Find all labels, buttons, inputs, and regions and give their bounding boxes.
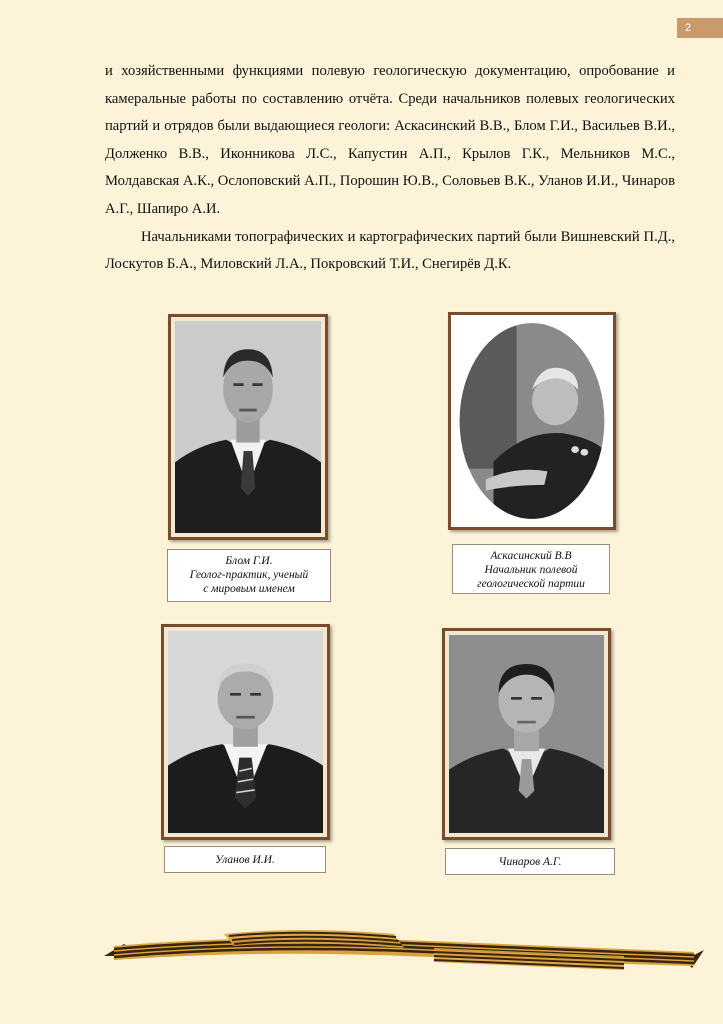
- caption-askasinsky-line2: Начальник полевой: [484, 564, 578, 576]
- caption-ulanov-name: Уланов И.И.: [215, 854, 275, 866]
- caption-chinarov-name: Чинаров А.Г.: [498, 856, 562, 868]
- portrait-ulanov-frame: [161, 624, 330, 840]
- portrait-chinarov-frame: [442, 628, 611, 840]
- portrait-blom-frame: [168, 314, 328, 540]
- caption-askasinsky: [452, 544, 610, 594]
- portrait-ulanov-photo: [168, 631, 323, 833]
- paragraph-geologists: и хозяйственными функциями полевую геологическую документацию, опробование и камеральные работы по составлению отчёта. Среди начальников полевых геологических партий и отрядов были выдающиеся геологи: Аскасинский В.В., Блом Г.И., Васильев В.И., Долженко В.В., Иконникова Л.С., Капустин А.П., Крылов Г.К., Мельников М.С., Молдавская А.К., Ослоповский А.П., Порошин Ю.В., Соловьев В.К., Уланов И.И., Чинаров А.Г., Шапиро А.И.: [105, 63, 675, 217]
- caption-blom-name: Блом Г.И.: [225, 555, 273, 567]
- caption-blom: [167, 549, 331, 602]
- caption-blom-line2: Геолог-практик, ученый: [189, 569, 309, 581]
- st-george-ribbon: [104, 926, 704, 972]
- caption-askasinsky-line3: геологической партии: [477, 578, 585, 590]
- portrait-askasinsky-photo: [455, 319, 609, 523]
- body-text: [105, 58, 675, 279]
- paragraph-topographers: Начальниками топографических и картографических партий были Вишневский П.Д., Лоскутов Б.А., Миловский Л.А., Покровский Т.И., Снегирёв Д.К.: [105, 228, 675, 273]
- caption-blom-line3: с мировым именем: [203, 583, 295, 595]
- caption-ulanov: [164, 846, 326, 873]
- caption-chinarov: [445, 848, 615, 875]
- portrait-askasinsky-frame: [448, 312, 616, 530]
- caption-askasinsky-name: Аскасинский В.В: [490, 550, 572, 562]
- portrait-chinarov-photo: [449, 635, 604, 833]
- portrait-blom-photo: [175, 321, 321, 533]
- page-number-badge: 2: [677, 18, 723, 38]
